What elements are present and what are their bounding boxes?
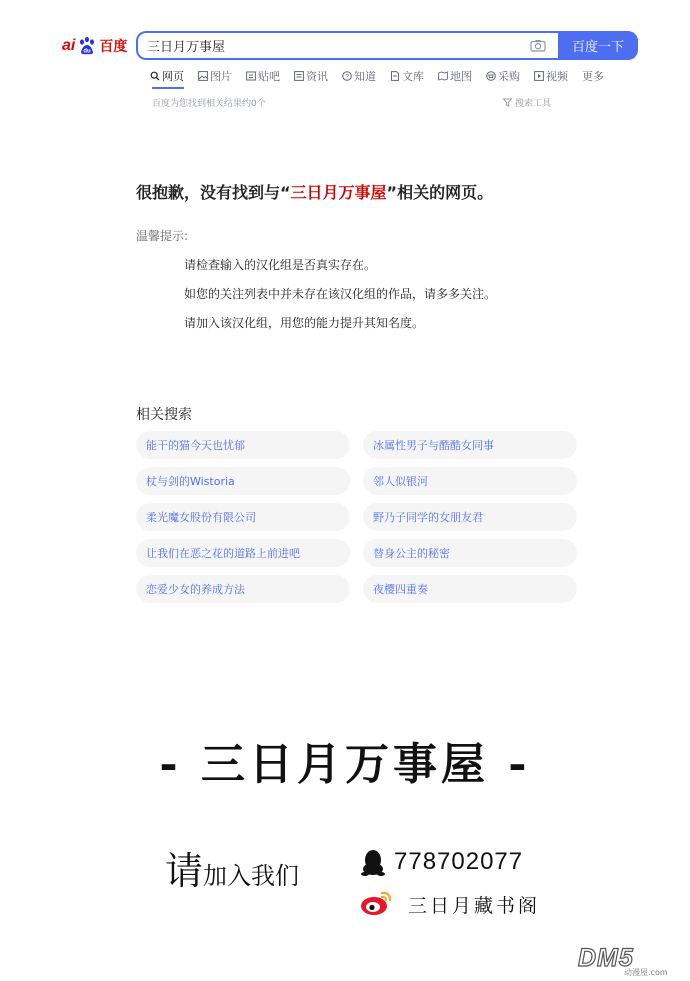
related-search-item[interactable]: 柔光魔女股份有限公司 — [136, 503, 350, 531]
tip-line: 如您的关注列表中并未存在该汉化组的作品，请多多关注。 — [184, 287, 497, 301]
search-button[interactable]: 百度一下 — [558, 31, 638, 60]
tab-more[interactable] — [582, 68, 604, 84]
weibo-icon — [360, 889, 394, 917]
tab-label: 更多 — [582, 70, 604, 83]
not-found-suffix: ”相关的网页。 — [386, 183, 494, 202]
search-input[interactable] — [147, 38, 507, 53]
camera-icon[interactable] — [530, 39, 546, 52]
qq-penguin-icon — [360, 849, 386, 877]
related-searches-title: 相关搜索 — [136, 407, 192, 423]
doc-icon — [390, 71, 400, 81]
related-search-item[interactable]: 恋爱少女的养成方法 — [136, 575, 350, 603]
tab-label: 资讯 — [306, 70, 328, 83]
not-found-title — [136, 180, 493, 203]
dm5-watermark — [578, 942, 682, 976]
search-tools-label: 搜索工具 — [515, 99, 552, 109]
weibo-account: 三日月藏书阁 — [408, 895, 541, 917]
filter-icon — [503, 98, 512, 107]
tab-video[interactable] — [534, 68, 568, 84]
cart-icon — [486, 71, 496, 81]
tab-label: 贴吧 — [258, 70, 280, 83]
result-count: 百度为您找到相关结果约0个 — [152, 99, 266, 109]
join-first-char: 请 — [165, 849, 204, 893]
tab-label: 网页 — [162, 70, 184, 83]
question-icon — [342, 71, 352, 81]
tab-web[interactable] — [150, 68, 184, 84]
related-search-item[interactable]: 冰属性男子与酷酷女同事 — [363, 431, 577, 459]
related-search-item[interactable]: 能干的猫今天也忧郁 — [136, 431, 350, 459]
tab-images[interactable] — [198, 68, 232, 84]
related-search-item[interactable]: 邻人似银河 — [363, 467, 577, 495]
tab-label: 知道 — [354, 70, 376, 83]
tab-label: 视频 — [546, 70, 568, 83]
tab-label: 图片 — [210, 70, 232, 83]
join-rest: 加入我们 — [203, 862, 300, 890]
baidu-logo[interactable] — [62, 34, 127, 58]
related-search-item[interactable]: 让我们在恶之花的道路上前进吧 — [136, 539, 350, 567]
tab-news[interactable] — [294, 68, 328, 84]
tips-label: 温馨提示: — [136, 229, 189, 243]
related-search-item[interactable]: 夜樱四重奏 — [363, 575, 577, 603]
related-search-item[interactable]: 野乃子同学的女朋友君 — [363, 503, 577, 531]
not-found-keyword: 三日月万事屋 — [290, 183, 387, 202]
tieba-icon — [246, 71, 256, 81]
tab-label: 采购 — [498, 70, 520, 83]
search-tools-button[interactable] — [503, 96, 551, 109]
image-icon — [198, 71, 208, 81]
tab-zhidao[interactable] — [342, 68, 376, 84]
logo-text-ai: ai — [62, 37, 76, 54]
tip-line: 请检查输入的汉化组是否真实存在。 — [184, 258, 377, 272]
join-us-text — [165, 840, 299, 895]
svg-text:?: ? — [345, 73, 349, 81]
map-icon — [438, 71, 448, 81]
tab-wenku[interactable] — [390, 68, 424, 84]
tab-label: 地图 — [450, 70, 472, 83]
tip-line: 请加入该汉化组，用您的能力提升其知名度。 — [184, 316, 425, 330]
video-icon — [534, 71, 544, 81]
news-icon — [294, 71, 304, 81]
tab-map[interactable] — [438, 68, 472, 84]
tab-purchase[interactable] — [486, 68, 520, 84]
watermark-subtext: 动漫屋.com — [624, 968, 668, 977]
paw-icon — [77, 36, 97, 56]
tab-tieba[interactable] — [246, 68, 280, 84]
qq-number: 778702077 — [394, 848, 524, 875]
tab-label: 文库 — [402, 70, 424, 83]
watermark-logo-text: DM5 — [578, 944, 634, 972]
related-search-item[interactable]: 杖与剑的Wistoria — [136, 467, 350, 495]
paw-text: du — [83, 48, 92, 55]
logo-text-baidu: 百度 — [99, 39, 128, 55]
active-tab-indicator — [152, 87, 184, 89]
group-title: - 三日月万事屋 - — [159, 739, 531, 790]
search-box[interactable] — [136, 31, 560, 60]
not-found-prefix: 很抱歉，没有找到与“ — [136, 183, 291, 202]
search-icon — [150, 71, 160, 81]
related-search-item[interactable]: 替身公主的秘密 — [363, 539, 577, 567]
search-tabs — [150, 68, 618, 84]
